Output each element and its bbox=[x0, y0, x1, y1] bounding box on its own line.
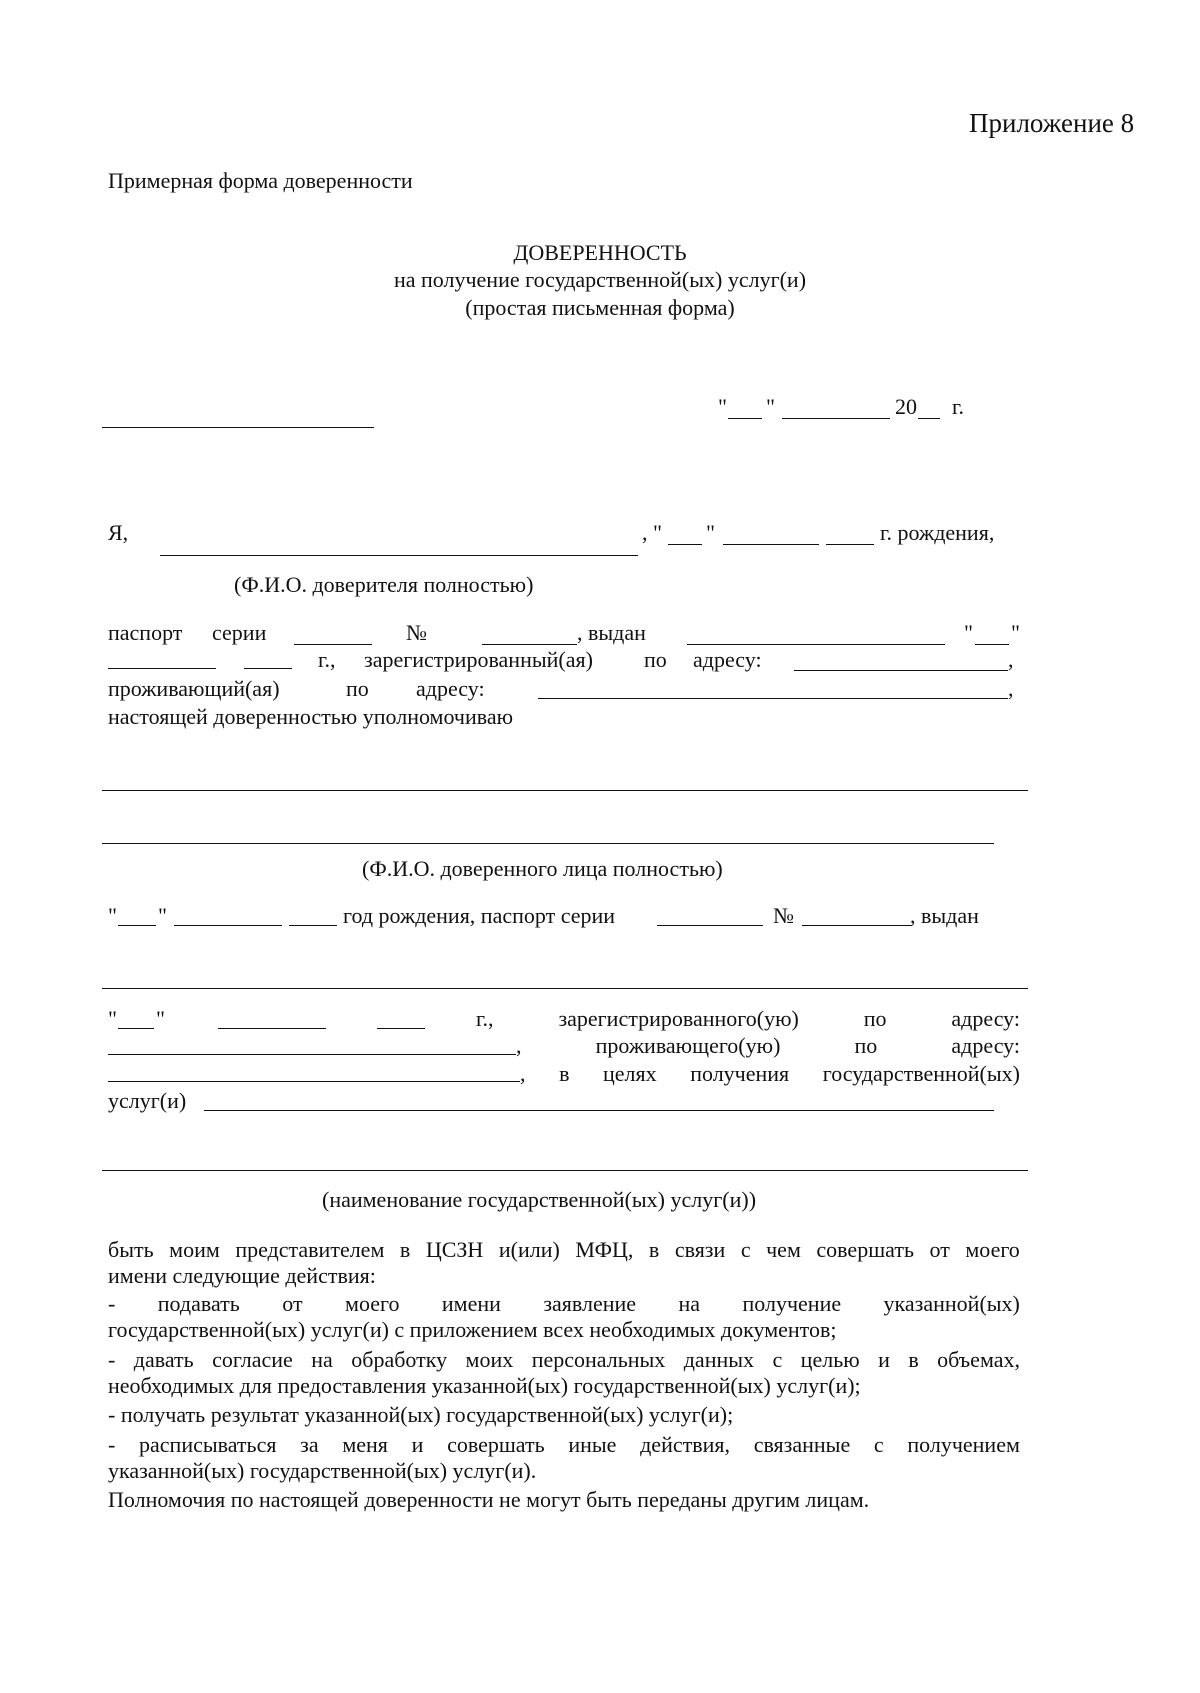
rep-w3: в bbox=[399, 1237, 411, 1262]
issue-date-close-quote: " bbox=[1011, 620, 1020, 645]
attorney-issued-by-line[interactable] bbox=[102, 988, 1028, 989]
services-label: услуг(и) bbox=[108, 1088, 187, 1113]
purpose-v: в bbox=[559, 1061, 570, 1086]
item2-line-2: необходимых для предоставления указанной(ых) государственной(ых) услуг(и); bbox=[108, 1373, 861, 1398]
service-name-caption: (наименование государственной(ых) услуг(и)) bbox=[322, 1187, 757, 1212]
attorney-fio-caption: (Ф.И.О. доверенного лица полностью) bbox=[362, 856, 723, 881]
item4-line-1 bbox=[108, 1432, 1020, 1458]
number-sign: № bbox=[406, 620, 427, 645]
issued-word: , выдан bbox=[577, 620, 646, 645]
rep-w7: в bbox=[648, 1237, 660, 1262]
residing-word: проживающий(ая) bbox=[108, 676, 280, 701]
principal-series-line[interactable] bbox=[294, 644, 372, 645]
purpose-row bbox=[520, 1061, 1020, 1087]
registered-address-word: адресу: bbox=[693, 647, 762, 672]
attorney-number-sign: № bbox=[773, 903, 794, 928]
item2-w0: - bbox=[108, 1347, 116, 1372]
date-year-suffix: г. bbox=[952, 394, 965, 419]
item1-line-1 bbox=[108, 1291, 1020, 1317]
document-subtitle: на получение государственной(ых) услуг(и) bbox=[393, 267, 807, 292]
rep-line-1 bbox=[108, 1237, 1020, 1263]
item4-w7: действия, bbox=[640, 1432, 730, 1457]
item1-w2: от bbox=[282, 1291, 303, 1316]
principal-residing-address-line[interactable] bbox=[538, 698, 1008, 699]
item1-w8: указанной(ых) bbox=[883, 1291, 1020, 1316]
attorney-year-abbrev: г., bbox=[476, 1006, 494, 1031]
attorney-issue-date-year-line[interactable] bbox=[377, 1028, 425, 1029]
date-open-quote: " bbox=[718, 394, 727, 419]
passport-word: паспорт bbox=[108, 620, 183, 645]
rep-w12: от bbox=[929, 1237, 950, 1262]
rep-w5: и(или) bbox=[498, 1237, 560, 1262]
attorney-issue-date-open-quote: " bbox=[108, 1006, 117, 1031]
date-day-line[interactable] bbox=[728, 418, 762, 419]
item2-w3: на bbox=[311, 1347, 333, 1372]
issue-date-month-line[interactable] bbox=[108, 668, 216, 669]
attorney-series-line[interactable] bbox=[657, 925, 763, 926]
registered-word: зарегистрированный(ая) bbox=[364, 647, 593, 672]
attorney-issue-date-close-quote: " bbox=[156, 1006, 165, 1031]
attorney-birth-day-line[interactable] bbox=[118, 925, 156, 926]
item1-w7: получение bbox=[742, 1291, 842, 1316]
rep-w0: быть bbox=[108, 1237, 154, 1262]
principal-fio-caption: (Ф.И.О. доверителя полностью) bbox=[234, 572, 534, 597]
attorney-registered-row bbox=[476, 1006, 1020, 1032]
attorney-issued-word: , выдан bbox=[910, 903, 979, 928]
attorney-registered-po: по bbox=[863, 1006, 887, 1031]
purpose-polucheniya: получения bbox=[690, 1061, 790, 1086]
item2-w11: в bbox=[908, 1347, 919, 1372]
attorney-fio-line-2[interactable] bbox=[102, 843, 994, 844]
item4-w10: получением bbox=[907, 1432, 1020, 1457]
issue-date-day-line[interactable] bbox=[975, 644, 1009, 645]
item2-w5: моих bbox=[465, 1347, 514, 1372]
item2-line-1 bbox=[108, 1347, 1020, 1373]
attorney-residing-address-line[interactable] bbox=[108, 1081, 520, 1082]
residing-address-word: адресу: bbox=[416, 676, 485, 701]
item2-w1: давать bbox=[133, 1347, 194, 1372]
date-year-line[interactable] bbox=[918, 418, 940, 419]
services-line-2[interactable] bbox=[102, 1170, 1028, 1171]
purpose-comma: , bbox=[520, 1061, 526, 1086]
principal-birth-day-line[interactable] bbox=[668, 544, 702, 545]
purpose-gosudarstvennoy: государственной(ых) bbox=[822, 1061, 1020, 1086]
document-title: ДОВЕРЕННОСТЬ bbox=[513, 240, 687, 265]
item1-w1: подавать bbox=[157, 1291, 240, 1316]
purpose-tselyakh: целях bbox=[603, 1061, 657, 1086]
issue-date-year-line[interactable] bbox=[244, 668, 292, 669]
item4-w3: меня bbox=[342, 1432, 388, 1457]
rep-w4: ЦСЗН bbox=[425, 1237, 484, 1262]
date-year-prefix: 20 bbox=[895, 394, 917, 419]
attorney-fio-line-1[interactable] bbox=[102, 790, 1028, 791]
authorize-text: настоящей доверенностью уполномочиваю bbox=[108, 704, 514, 729]
registered-po: по bbox=[644, 647, 667, 672]
item2-w12: объемах, bbox=[937, 1347, 1020, 1372]
residing-po: по bbox=[346, 676, 369, 701]
item4-w6: иные bbox=[568, 1432, 617, 1457]
final-statement: Полномочия по настоящей доверенности не могут быть переданы другим лицам. bbox=[108, 1487, 870, 1512]
i-word: Я, bbox=[108, 520, 129, 545]
item2-w9: целью bbox=[800, 1347, 860, 1372]
rep-w8: связи bbox=[674, 1237, 726, 1262]
attorney-residing-comma: , bbox=[516, 1033, 522, 1058]
attorney-residing-address-word: адресу: bbox=[951, 1033, 1020, 1058]
place-field-line[interactable] bbox=[102, 427, 374, 428]
item2-w2: согласие bbox=[212, 1347, 293, 1372]
attorney-birth-month-line[interactable] bbox=[174, 925, 282, 926]
item4-w0: - bbox=[108, 1432, 116, 1457]
registered-comma: , bbox=[1008, 647, 1014, 672]
issue-date-open-quote: " bbox=[964, 620, 973, 645]
item1-w3: моего bbox=[345, 1291, 400, 1316]
services-line-1[interactable] bbox=[204, 1110, 994, 1111]
rep-w10: чем bbox=[766, 1237, 801, 1262]
attorney-number-line[interactable] bbox=[802, 925, 912, 926]
date-month-line[interactable] bbox=[782, 418, 890, 419]
item3-line: - получать результат указанной(ых) государственной(ых) услуг(и); bbox=[108, 1402, 734, 1427]
attorney-residing-row bbox=[516, 1033, 1020, 1059]
principal-registered-address-line[interactable] bbox=[794, 670, 1008, 671]
rep-w9: с bbox=[740, 1237, 751, 1262]
item2-w10: и bbox=[878, 1347, 890, 1372]
principal-birth-year-line[interactable] bbox=[826, 544, 874, 545]
year-abbrev: г., bbox=[318, 647, 336, 672]
attorney-residing-po: по bbox=[854, 1033, 878, 1058]
rep-w6: МФЦ, bbox=[575, 1237, 634, 1262]
rep-w13: моего bbox=[965, 1237, 1020, 1262]
item1-w5: заявление bbox=[543, 1291, 637, 1316]
principal-issued-by-line[interactable] bbox=[687, 644, 945, 645]
item1-w0: - bbox=[108, 1291, 116, 1316]
appendix-label: Приложение 8 bbox=[969, 108, 1135, 138]
residing-comma: , bbox=[1008, 676, 1014, 701]
item2-w7: данных bbox=[683, 1347, 755, 1372]
item4-w5: совершать bbox=[447, 1432, 545, 1457]
item4-w1: расписываться bbox=[139, 1432, 277, 1457]
item2-w4: обработку bbox=[351, 1347, 448, 1372]
principal-birth-month-line[interactable] bbox=[723, 544, 819, 545]
item1-w6: на bbox=[678, 1291, 701, 1316]
principal-birth-close-quote: " bbox=[706, 520, 715, 545]
item2-w8: с bbox=[772, 1347, 783, 1372]
rep-w1: моим bbox=[169, 1237, 220, 1262]
item1-w4: имени bbox=[441, 1291, 501, 1316]
rep-w2: представителем bbox=[235, 1237, 385, 1262]
rep-line-2: имени следующие действия: bbox=[108, 1263, 376, 1288]
item4-w4: и bbox=[411, 1432, 424, 1457]
item4-w9: с bbox=[873, 1432, 884, 1457]
item2-w6: персональных bbox=[531, 1347, 666, 1372]
principal-birth-suffix: г. рождения, bbox=[880, 520, 995, 545]
attorney-registered-word: зарегистрированного(ую) bbox=[558, 1006, 799, 1031]
attorney-registered-address-word: адресу: bbox=[951, 1006, 1020, 1031]
sample-caption: Примерная форма доверенности bbox=[108, 168, 413, 193]
attorney-registered-address-line[interactable] bbox=[108, 1054, 516, 1055]
principal-birth-open-quote: , " bbox=[642, 520, 662, 545]
rep-w11: совершать bbox=[816, 1237, 914, 1262]
series-word: серии bbox=[212, 620, 267, 645]
attorney-birth-open-quote: " bbox=[108, 903, 117, 928]
item1-line-2: государственной(ых) услуг(и) с приложением всех необходимых документов; bbox=[108, 1317, 837, 1342]
item4-w8: связанные bbox=[753, 1432, 851, 1457]
attorney-residing-word: проживающего(ую) bbox=[595, 1033, 781, 1058]
item4-line-2: указанной(ых) государственной(ых) услуг(и). bbox=[108, 1458, 537, 1483]
form-type: (простая письменная форма) bbox=[465, 295, 735, 320]
attorney-birth-text: год рождения, паспорт серии bbox=[343, 903, 616, 928]
attorney-birth-close-quote: " bbox=[158, 903, 167, 928]
attorney-issue-date-day-line[interactable] bbox=[118, 1028, 154, 1029]
date-close-quote: " bbox=[766, 394, 775, 419]
attorney-issue-date-month-line[interactable] bbox=[218, 1028, 326, 1029]
attorney-birth-year-line[interactable] bbox=[289, 925, 337, 926]
item4-w2: за bbox=[300, 1432, 319, 1457]
principal-fio-line[interactable] bbox=[160, 555, 638, 556]
principal-number-line[interactable] bbox=[482, 644, 577, 645]
